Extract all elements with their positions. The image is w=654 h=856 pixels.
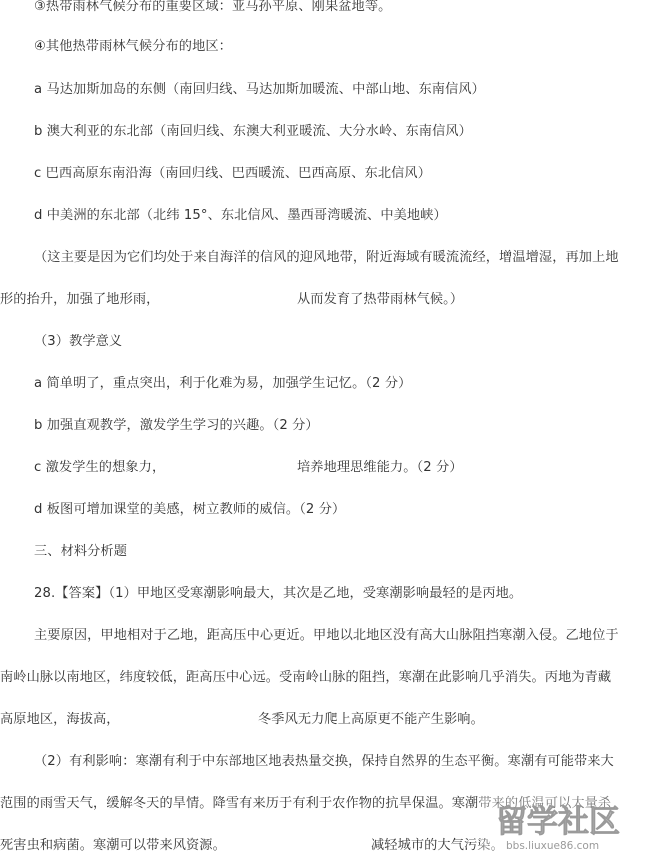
answer-28-line-4a: 高原地区，海拔高， — [0, 712, 120, 727]
text-line-5: c 巴西高原东南沿海（南回归线、巴西暖流、巴西高原、东北信风） — [34, 166, 431, 181]
section-heading-material-analysis: 三、材料分析题 — [34, 544, 128, 559]
answer-28-line-3: 南岭山脉以南地区，纬度较低，距高压中心远。受南岭山脉的阻挡，寒潮在此影响几乎消失。丙地为青藏 — [0, 670, 612, 685]
answer-28-line-5: （2）有利影响：寒潮有利于中东部地区地表热量交换，保持自然界的生态平衡。寒潮有可能带来大 — [34, 754, 614, 769]
text-line-12a: c 激发学生的想象力， — [34, 460, 166, 475]
answer-28-line-1: 28.【答案】（1）甲地区受寒潮影响最大，其次是乙地，受寒潮影响最轻的是丙地。 — [34, 586, 523, 601]
text-line-2: ④其他热带雨林气候分布的地区： — [34, 39, 232, 54]
text-line-8b: 从而发育了热带雨林气候。） — [297, 292, 464, 307]
text-line-8a: 形的抬升，加强了地形雨， — [0, 292, 160, 307]
answer-28-line-2: 主要原因，甲地相对于乙地，距高压中心更近。甲地以北地区没有高大山脉阻挡寒潮入侵。乙地位于 — [34, 628, 619, 643]
text-line-3: a 马达加斯加岛的东侧（南回归线、马达加斯加暖流、中部山地、东南信风） — [34, 82, 485, 97]
section-heading-teaching-significance: （3）教学意义 — [34, 334, 123, 349]
watermark-text: 留学社区 — [496, 804, 620, 840]
watermark-url: bbs.liuxue86.com — [506, 840, 600, 852]
text-line-7: （这主要是因为它们均处于来自海洋的信风的迎风地带，附近海域有暖流流经，增温增湿，再加上地 — [34, 250, 619, 265]
text-line-4: b 澳大利亚的东北部（南回归线、东澳大利亚暖流、大分水岭、东南信风） — [34, 124, 472, 139]
text-line-13: d 板图可增加课堂的美感，树立教师的威信。（2 分） — [34, 502, 346, 517]
watermark-underlay — [480, 782, 650, 850]
answer-28-line-7b: 减轻城市的大气污染。 — [371, 838, 504, 853]
answer-28-line-7a: 死害虫和病菌。寒潮可以带来风资源。 — [0, 838, 226, 853]
answer-28-line-6: 范围的雨雪天气，缓解冬天的旱情。降雪有来历于有利于农作物的抗旱保温。寒潮带来的低温可以大量杀 — [0, 796, 612, 811]
text-line-10: a 简单明了，重点突出，利于化难为易，加强学生记忆。（2 分） — [34, 376, 412, 391]
text-line-1: ③热带雨林气候分布的重要区域：亚马孙平原、刚果盆地等。 — [34, 0, 392, 14]
text-line-11: b 加强直观教学，激发学生学习的兴趣。（2 分） — [34, 418, 319, 433]
answer-28-line-4b: 冬季风无力爬上高原更不能产生影响。 — [258, 712, 484, 727]
text-line-6: d 中美洲的东北部（北纬 15°、东北信风、墨西哥湾暖流、中美地峡） — [34, 208, 447, 223]
text-line-12b: 培养地理思维能力。（2 分） — [297, 460, 463, 475]
